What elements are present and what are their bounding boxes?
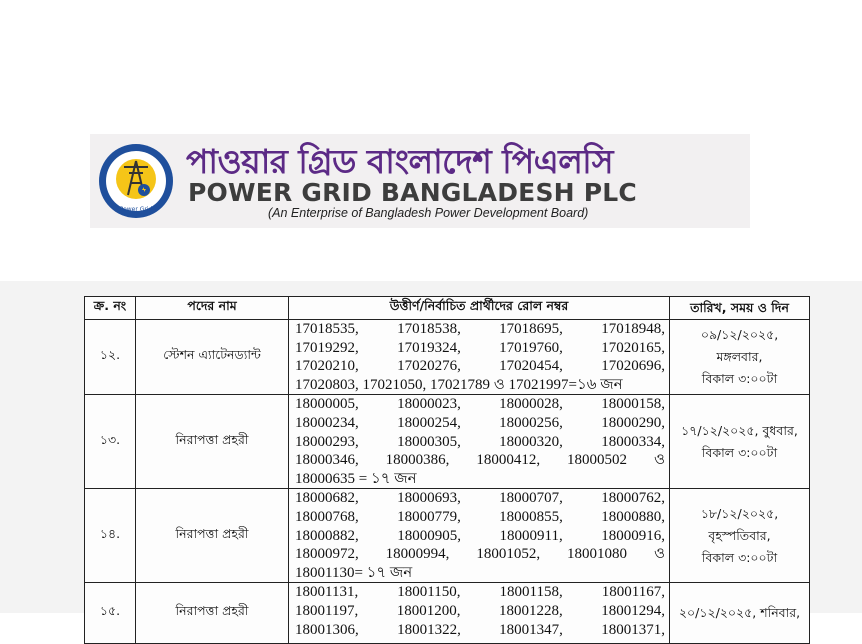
roll-line xyxy=(295,489,665,508)
roll-number: 18001080 xyxy=(567,546,628,563)
roll-line xyxy=(295,357,665,376)
roll-number: 17018538, xyxy=(397,321,461,337)
roll-number: 18000290, xyxy=(601,414,665,431)
roll-numbers-cell xyxy=(289,320,670,395)
header-rolls: উত্তীর্ণ/নির্বাচিত প্রার্থীদের রোল নম্বর xyxy=(289,297,670,320)
roll-number: 18000320, xyxy=(499,433,563,450)
roll-number: 18000768, xyxy=(295,508,359,525)
date-line: বৃহস্পতিবার, xyxy=(708,527,771,543)
roll-line xyxy=(295,583,665,602)
roll-line xyxy=(295,545,665,564)
roll-line xyxy=(295,621,665,640)
roll-number: 18000158, xyxy=(601,396,665,413)
roll-number: 18000916, xyxy=(601,527,665,544)
roll-number: 17018695, xyxy=(499,321,563,337)
date-line: ১৭/১২/২০২৫, বুধবার, xyxy=(681,422,798,438)
roll-number: 18000779, xyxy=(397,508,461,525)
roll-number: 18000762, xyxy=(601,490,665,507)
roll-number: 18000905, xyxy=(397,527,462,544)
roll-number: 18000256, xyxy=(499,414,563,431)
roll-number: 18000005, xyxy=(295,396,359,413)
date-line: ২০/১২/২০২৫, শনিবার, xyxy=(678,605,801,621)
roll-number: 18000994, xyxy=(385,546,450,563)
date-time-cell xyxy=(670,320,810,395)
roll-number: 18001294, xyxy=(601,602,665,619)
roll-line xyxy=(295,433,665,452)
date-time-cell xyxy=(670,489,810,583)
date-time-cell xyxy=(670,395,810,489)
roll-number: 17020165, xyxy=(601,339,665,356)
roll-number: 17018535, xyxy=(295,321,359,337)
roll-line xyxy=(295,527,665,546)
company-subtitle: (An Enterprise of Bangladesh Power Development Board) xyxy=(268,206,589,220)
roll-number: 17019760, xyxy=(499,339,563,356)
post-name-cell: নিরাপত্তা প্রহরী xyxy=(136,583,289,644)
roll-number: 18000880, xyxy=(601,508,665,525)
roll-summary-line: 17020803, 17021050, 17021789 ও 17021997=১৬ জন xyxy=(295,376,623,393)
table-row xyxy=(85,583,810,644)
serial-cell: ১৪. xyxy=(85,489,136,583)
roll-number: 17020210, xyxy=(295,358,359,375)
roll-number: 17020696, xyxy=(601,358,665,375)
roll-summary-line: 18001130= ১৭ জন xyxy=(295,564,413,581)
date-time-cell xyxy=(670,583,810,644)
roll-number-table xyxy=(84,296,810,644)
roll-number: 17018948, xyxy=(601,321,665,337)
roll-number: 17020454, xyxy=(499,358,563,375)
roll-number: 18000346, xyxy=(295,452,359,469)
date-line: ১৮/১২/২০২৫, xyxy=(700,505,779,521)
company-title-english: POWER GRID BANGLADESH PLC xyxy=(188,178,637,207)
serial-cell: ১৩. xyxy=(85,395,136,489)
post-name-cell: নিরাপত্তা প্রহরী xyxy=(136,489,289,583)
roll-number: 18001131, xyxy=(295,584,359,601)
roll-number: 18001228, xyxy=(498,602,563,619)
roll-number: 18000707, xyxy=(499,490,563,507)
roll-number: 18000682, xyxy=(295,490,359,507)
roll-number: 18000972, xyxy=(295,546,359,563)
roll-number: 18000502 xyxy=(567,452,628,469)
roll-line xyxy=(295,602,665,621)
table-row xyxy=(85,395,810,489)
roll-number: 18000028, xyxy=(499,396,563,413)
letterhead-banner xyxy=(90,134,750,228)
roll-number: 18000386, xyxy=(385,452,450,469)
roll-numbers-cell xyxy=(289,395,670,489)
serial-cell: ১২. xyxy=(85,320,136,395)
roll-line xyxy=(295,451,665,470)
date-line: বিকাল ৩:০০টা xyxy=(701,371,778,387)
roll-number: 18000412, xyxy=(476,452,541,469)
header-date: তারিখ, সময় ও দিন xyxy=(670,297,810,320)
roll-line xyxy=(295,395,665,414)
post-name-cell: নিরাপত্তা প্রহরী xyxy=(136,395,289,489)
roll-number: 17020276, xyxy=(397,358,461,375)
table-row xyxy=(85,489,810,583)
roll-line xyxy=(295,339,665,358)
roll-number: 18000334, xyxy=(601,433,665,450)
roll-number: 18000911, xyxy=(499,527,563,544)
header-post: পদের নাম xyxy=(136,297,289,320)
roll-number: 17019324, xyxy=(397,339,461,356)
roll-line xyxy=(295,414,665,433)
post-name-cell: স্টেশন এ্যাটেনড্যান্ট xyxy=(136,320,289,395)
date-line: ০৯/১২/২০২৫, xyxy=(700,327,779,343)
roll-number: 18000293, xyxy=(295,433,359,450)
date-line: মঙ্গলবার, xyxy=(716,349,763,365)
company-title-bangla: পাওয়ার গ্রিড বাংলাদেশ পিএলসি xyxy=(186,142,614,181)
roll-number: 18000882, xyxy=(295,527,359,544)
roll-number: 18001150, xyxy=(397,584,461,601)
roll-number: 18000305, xyxy=(397,433,461,450)
roll-line xyxy=(295,508,665,527)
roll-number: 18001347, xyxy=(499,621,563,638)
roll-number: 18001306, xyxy=(295,621,359,638)
roll-numbers-cell xyxy=(289,489,670,583)
roll-number: 18001167, xyxy=(601,584,665,601)
roll-number: 18000234, xyxy=(295,414,359,431)
roll-number: 18000693, xyxy=(397,490,461,507)
logo-caption: Power Grid xyxy=(119,206,153,213)
roll-numbers-cell xyxy=(289,583,670,644)
roll-number: 18000855, xyxy=(499,508,563,525)
table-header-row xyxy=(85,297,810,320)
roll-number: 18001200, xyxy=(396,602,461,619)
date-line: বিকাল ৩:০০টা xyxy=(701,549,778,565)
roll-number: 18000023, xyxy=(397,396,461,413)
power-grid-logo xyxy=(98,143,174,219)
roll-number: 18000254, xyxy=(397,414,461,431)
roll-number: 18001322, xyxy=(397,621,461,638)
roll-summary-line: 18000635 = ১৭ জন xyxy=(295,470,417,487)
serial-cell: ১৫. xyxy=(85,583,136,644)
date-line: বিকাল ৩:০০টা xyxy=(701,444,778,460)
roll-number: 18001197, xyxy=(295,602,359,619)
roll-number: ও xyxy=(653,546,665,563)
roll-line xyxy=(295,320,665,339)
roll-number: 18001371, xyxy=(601,621,665,638)
table-row xyxy=(85,320,810,395)
header-serial: ক্র. নং xyxy=(85,297,136,320)
roll-number: 17019292, xyxy=(295,339,359,356)
roll-number: 18001052, xyxy=(476,546,541,563)
roll-number: 18001158, xyxy=(499,584,563,601)
roll-number: ও xyxy=(653,452,665,469)
